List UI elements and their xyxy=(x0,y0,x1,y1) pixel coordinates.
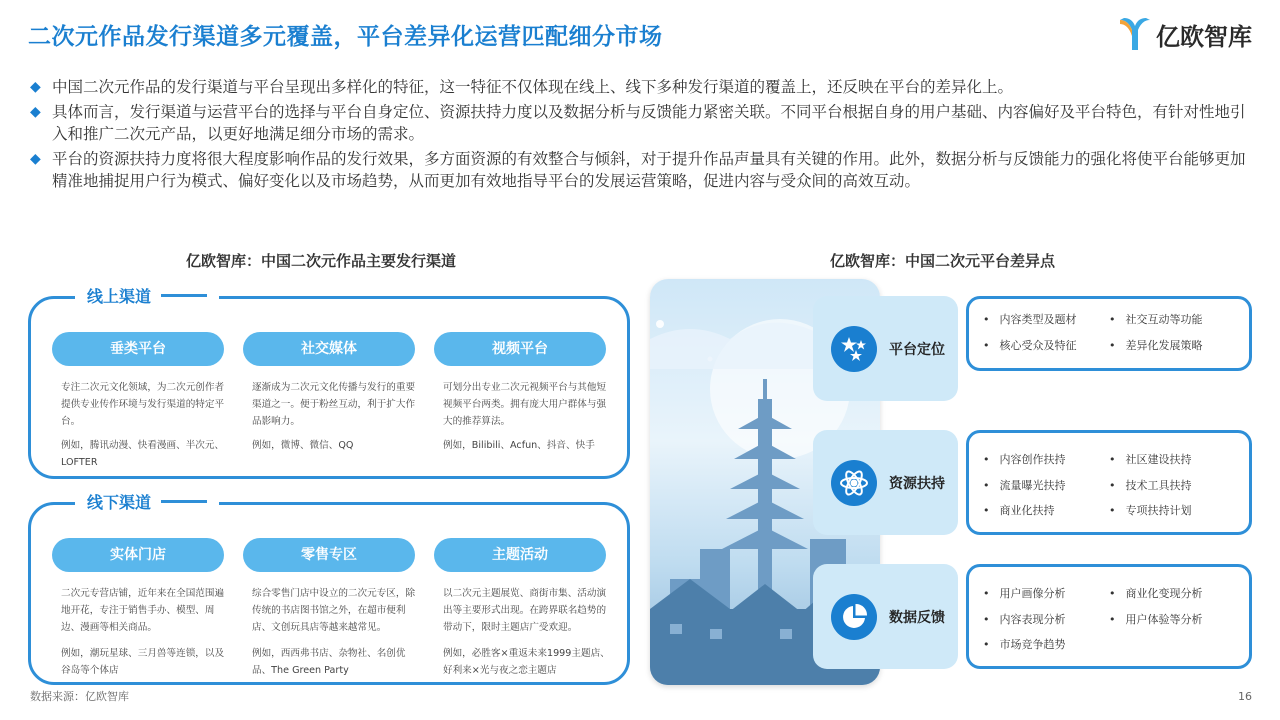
feature-item: • 内容创作扶持 xyxy=(983,453,1066,467)
bullet-text: 具体而言，发行渠道与运营平台的选择与平台自身定位、资源扶持力度以及数据分析与反馈能力紧密关联。不同平台根据自身的用户基础、内容偏好及平台特色，有针对性地引入和推广二次元产品，以更好地满足细分市场的需求。 xyxy=(52,103,1246,143)
feature-item: • 商业化扶持 xyxy=(983,504,1055,518)
bullet-text: 中国二次元作品的发行渠道与平台呈现出多样化的特征，这一特征不仅体现在线上、线下多种发行渠道的覆盖上，还反映在平台的差异化上。 xyxy=(52,78,1014,96)
atom-icon xyxy=(831,460,877,506)
feature-box-resources xyxy=(966,430,1252,535)
feature-item: • 社区建设扶持 xyxy=(1109,453,1192,467)
category-label: 资源扶持 xyxy=(889,475,945,492)
feature-item: • 专项扶持计划 xyxy=(1109,504,1192,518)
offline-channel-label: 线下渠道 xyxy=(75,490,219,513)
bullet-item xyxy=(30,148,1255,192)
feature-box-positioning xyxy=(966,296,1252,371)
feature-item: • 用户画像分析 xyxy=(983,587,1066,601)
channel-desc: 专注二次元文化领域，为二次元创作者提供专业传作环境与发行渠道的特定平台。 xyxy=(61,382,225,427)
diamond-bullet-icon: ◆ xyxy=(30,79,41,95)
category-card-positioning xyxy=(813,296,958,401)
diamond-bullet-icon: ◆ xyxy=(30,104,41,120)
channel-example: 例如，微博、微信、QQ xyxy=(252,440,354,451)
feature-box-data-feedback xyxy=(966,564,1252,669)
feature-item: • 流量曝光扶持 xyxy=(983,479,1066,493)
channel-pill-store: 实体门店 xyxy=(52,538,224,572)
category-label: 数据反馈 xyxy=(889,609,945,626)
channel-desc: 综合零售门店中设立的二次元专区，除传统的书店图书馆之外，在超市便利店、文创玩具店等越来越常见。 xyxy=(252,588,416,633)
channel-example: 例如，腾讯动漫、快看漫画、半次元、LOFTER xyxy=(61,440,225,468)
channel-pill-social: 社交媒体 xyxy=(243,332,415,366)
channel-chart-title: 亿欧智库：中国二次元作品主要发行渠道 xyxy=(186,252,457,270)
channel-desc: 逐渐成为二次元文化传播与发行的重要渠道之一。便于粉丝互动，利于扩大作品影响力。 xyxy=(252,382,416,427)
category-card-resources xyxy=(813,430,958,535)
channel-example: 例如，必胜客×重返未来1999主题店、好利来×光与夜之恋主题店 xyxy=(443,648,610,676)
feature-item: • 商业化变现分析 xyxy=(1109,587,1203,601)
stars-icon xyxy=(831,326,877,372)
feature-item: • 市场竞争趋势 xyxy=(983,638,1066,652)
page-title: 二次元作品发行渠道多元覆盖，平台差异化运营匹配细分市场 xyxy=(28,24,663,50)
channel-pill-vertical: 垂类平台 xyxy=(52,332,224,366)
channel-pill-event: 主题活动 xyxy=(434,538,606,572)
feature-item: • 技术工具扶持 xyxy=(1109,479,1192,493)
feature-item: • 社交互动等功能 xyxy=(1109,313,1203,327)
data-source-note: 数据来源：亿欧智库 xyxy=(30,690,129,703)
feature-item: • 用户体验等分析 xyxy=(1109,613,1203,627)
brand-logo xyxy=(1118,16,1252,52)
bullet-text: 平台的资源扶持力度将很大程度影响作品的发行效果，多方面资源的有效整合与倾斜，对于提升作品声量具有关键的作用。此外，数据分析与反馈能力的强化将使平台能够更加精准地捕捉用户行为模式、偏好变化以及市场趋势，从而更加有效地指导平台的发展运营策略，促进内容与受众间的高效互动。 xyxy=(52,150,1246,190)
feature-item: • 差异化发展策略 xyxy=(1109,339,1203,353)
feature-item: • 核心受众及特征 xyxy=(983,339,1077,353)
logo-text: 亿欧智库 xyxy=(1156,22,1252,51)
channel-example: 例如，Bilibili、Acfun、抖音、快手 xyxy=(443,440,595,451)
online-channel-label: 线上渠道 xyxy=(75,284,219,307)
category-card-data-feedback xyxy=(813,564,958,669)
logo-mark-icon xyxy=(1118,16,1152,52)
page-number: 16 xyxy=(1238,690,1252,703)
channel-desc: 二次元专营店铺，近年来在全国范围遍地开花，专注于销售手办、模型、周边、漫画等相关商品。 xyxy=(61,588,225,633)
channel-desc: 可划分出专业二次元视频平台与其他短视频平台两类。拥有庞大用户群体与强大的推荐算法。 xyxy=(443,382,607,427)
channel-pill-video: 视频平台 xyxy=(434,332,606,366)
channel-example: 例如，潮玩星球、三月兽等连锁，以及谷岛等个体店 xyxy=(61,648,225,676)
channel-example: 例如，西西弗书店、杂物社、名创优品、The Green Party xyxy=(252,648,406,676)
feature-item: • 内容表现分析 xyxy=(983,613,1066,627)
category-label: 平台定位 xyxy=(889,341,945,358)
channel-desc: 以二次元主题展览、商街市集、活动演出等主要形式出现。在跨界联名趋势的带动下，限时主题店广受欢迎。 xyxy=(443,588,607,633)
bullet-item xyxy=(30,76,1255,98)
feature-item: • 内容类型及题材 xyxy=(983,313,1077,327)
pie-chart-icon xyxy=(831,594,877,640)
online-channel-box xyxy=(28,287,630,479)
platform-chart-title: 亿欧智库：中国二次元平台差异点 xyxy=(830,252,1056,270)
bullet-list xyxy=(30,76,1255,195)
channel-pill-retail: 零售专区 xyxy=(243,538,415,572)
diamond-bullet-icon: ◆ xyxy=(30,151,41,167)
offline-channel-box xyxy=(28,493,630,685)
bullet-item xyxy=(30,101,1255,145)
